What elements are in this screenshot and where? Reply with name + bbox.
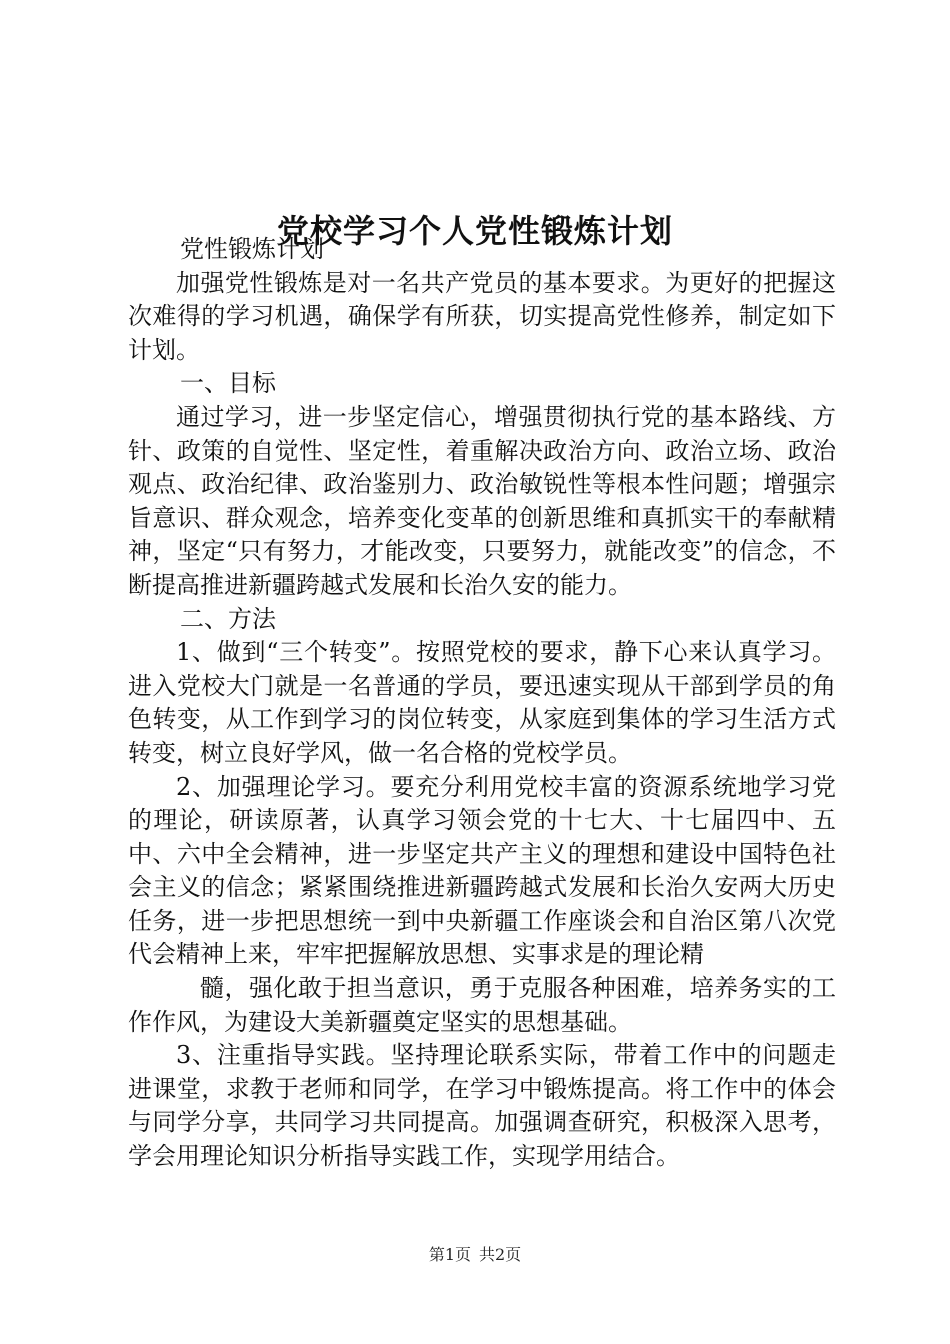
- method-paragraph-2-continued: 髓，强化敢于担当意识，勇于克服各种困难，培养务实的工作作风，为建设大美新疆奠定坚实的思想基础。: [128, 974, 836, 1036]
- intro-paragraph: 加强党性锻炼是对一名共产党员的基本要求。为更好的把握这次难得的学习机遇，确保学有所获，切实提高党性修养，制定如下计划。: [128, 268, 836, 364]
- section-heading-goal: 一、目标: [180, 369, 276, 398]
- page-number: 第1页: [428, 1245, 471, 1264]
- page-footer: [0, 1244, 950, 1266]
- section-heading-method: 二、方法: [180, 604, 276, 633]
- method-paragraph-3: 3、注重指导实践。坚持理论联系实际，带着工作中的问题走进课堂，求教于老师和同学，在学习中锻炼提高。将工作中的体会与同学分享，共同学习共同提高。加强调查研究，积极深入思考，学会用理论知识分析指导实践工作，实现学用结合。: [128, 1041, 836, 1171]
- subtitle-paragraph: 党性锻炼计划: [180, 235, 324, 263]
- document-body: [128, 233, 836, 1174]
- page-count: 共2页: [479, 1245, 522, 1264]
- document-title: 党校学习个人党性锻炼计划: [276, 212, 673, 251]
- method-paragraph-2: 2、加强理论学习。要充分利用党校丰富的资源系统地学习党的理论，研读原著，认真学习领会党的十七大、十七届四中、五中、六中全会精神，进一步坚定共产主义的理想和建设中国特色社会主义的信念；紧紧围绕推进新疆跨越式发展和长治久安两大历史任务，进一步把思想统一到中央新疆工作座谈会和自治区第八次党代会精神上来，牢牢把握解放思想、实事求是的理论精: [128, 772, 836, 969]
- method-paragraph-1: 1、做到“三个转变”。按照党校的要求，静下心来认真学习。进入党校大门就是一名普通的学员，要迅速实现从干部到学员的角色转变，从工作到学习的岗位转变，从家庭到集体的学习生活方式转变，树立良好学风，做一名合格的党校学员。: [128, 638, 836, 767]
- goal-paragraph: 通过学习，进一步坚定信心，增强贯彻执行党的基本路线、方针、政策的自觉性、坚定性，着重解决政治方向、政治立场、政治观点、政治纪律、政治鉴别力、政治敏锐性等根本性问题；增强宗旨意识、群众观念，培养变化变革的创新思维和真抓实干的奉献精神，坚定“只有努力，才能改变，只要努力，就能改变”的信念，不断提高推进新疆跨越式发展和长治久安的能力。: [128, 402, 836, 599]
